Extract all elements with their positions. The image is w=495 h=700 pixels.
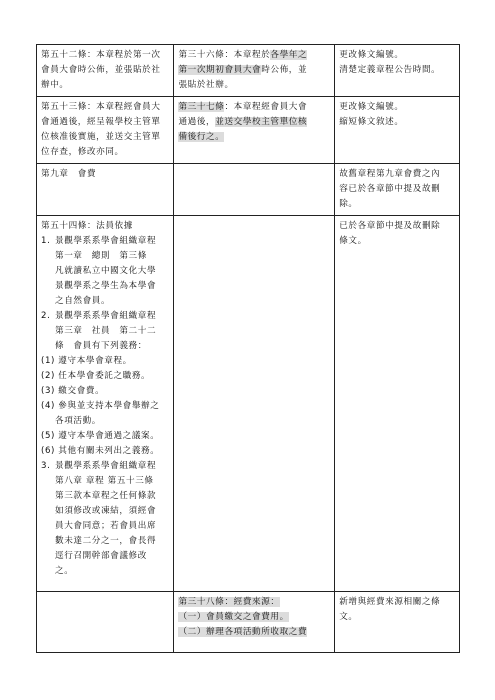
cell-text-line: 會通過後，經呈報學校主管單 [41, 117, 161, 127]
cell-text-line: 位核准後實施，並送交主管單 [41, 132, 161, 142]
sub-item: (3) 繳交會費。 [41, 386, 105, 396]
highlighted-text: 並送交學校主管單位核 [215, 117, 308, 127]
article-title: 第五十四條：法員依據 [41, 221, 133, 231]
item-text: 逕行召開幹部會議修改 [55, 551, 147, 561]
chapter-heading: 第九章 會費 [41, 169, 97, 179]
explanation-cell [335, 45, 460, 97]
explanation-cell [335, 164, 460, 216]
highlighted-text: 備後行之。 [178, 132, 225, 142]
table-row [37, 592, 460, 653]
cell-text-line: 張貼於社辦。 [178, 80, 234, 90]
item-text: 第三章 社員 第二十二 [55, 326, 157, 336]
cell-text-line: 會員大會時公佈，並張貼於社 [41, 65, 161, 75]
highlighted-text: （二）辦理各項活動所收取之費 [178, 627, 308, 637]
item-text: 數未達二分之一，會長得 [55, 536, 157, 546]
old-article-cell [37, 216, 174, 592]
item-text: 之。 [55, 566, 74, 576]
highlighted-text: 第一次期初會員大會 [178, 65, 262, 75]
cell-text-line: 第五十二條：本章程於第一次 [41, 50, 161, 60]
cell-text-line: 條文。 [339, 236, 367, 246]
cell-text-line: 辦中。 [41, 80, 69, 90]
sub-item: (4) 參與並支持本學會舉辦之 [41, 401, 160, 411]
sub-item: (2) 任本學會委託之職務。 [41, 371, 151, 381]
cell-text-line: 容已於各章節中提及故刪 [339, 184, 441, 194]
old-article-cell [37, 164, 174, 216]
new-article-cell [174, 592, 335, 653]
sub-item: (1) 遵守本學會章程。 [41, 356, 132, 366]
item-text: 凡就讀私立中國文化大學 [55, 266, 157, 276]
item-number: 3. [41, 461, 51, 471]
new-article-cell [174, 216, 335, 592]
cell-text-line: 文。 [339, 612, 358, 622]
cell-text-line [178, 48, 330, 63]
numbered-item [41, 309, 169, 324]
cell-text-line: 新增與經費來源相關之條 [339, 597, 441, 607]
sub-item: 各項活動。 [55, 416, 101, 426]
highlighted-text: （一）會員繳交之會費用。 [178, 612, 289, 622]
cell-text-line: 已於各章節中提及故刪除 [339, 221, 441, 231]
item-text: 員大會同意；若會員出席 [55, 521, 157, 531]
table-row [37, 216, 460, 592]
explanation-cell [335, 216, 460, 592]
old-article-cell [37, 592, 174, 653]
highlighted-text: 各學年之 [270, 50, 308, 60]
item-text: 條 會員有下列義務： [55, 341, 147, 351]
old-article-cell [37, 45, 174, 97]
item-text: 景觀學系之學生為本學會 [55, 281, 157, 291]
table-row [37, 45, 460, 97]
cell-text-segment: ：本章程經會員大會 [224, 102, 308, 112]
cell-text-line [178, 610, 330, 625]
explanation-cell [335, 97, 460, 164]
new-article-cell [174, 45, 335, 97]
sub-item: (6) 其他有關未列出之義務。 [41, 446, 160, 456]
numbered-item [41, 459, 169, 474]
cell-text-line: 位存查，修改亦同。 [41, 147, 124, 157]
table-row [37, 97, 460, 164]
cell-text-segment: 第三十六條：本章程於 [178, 50, 271, 60]
highlighted-text: 第三十七條 [178, 102, 225, 112]
item-text: 第一章 總則 第三條 [55, 251, 147, 261]
new-article-cell [174, 97, 335, 164]
item-text: 景觀學系系學會組織章程 [55, 461, 157, 471]
table-row [37, 164, 460, 216]
item-text: 第八章 章程 第五十三條 [55, 476, 154, 486]
cell-text-segment: 時公佈，並 [261, 65, 308, 75]
sub-item: (5) 遵守本學會通過之議案。 [41, 431, 160, 441]
cell-text-line [178, 115, 330, 130]
item-number: 2. [41, 311, 51, 321]
comparison-table [36, 44, 460, 653]
cell-text-line [178, 595, 330, 610]
cell-text-line: 更改條文編號。 [339, 50, 404, 60]
old-article-cell [37, 97, 174, 164]
explanation-cell [335, 592, 460, 653]
item-text: 之自然會員。 [55, 296, 111, 306]
cell-text-line: 清楚定義章程公告時間。 [339, 65, 441, 75]
new-article-cell [174, 164, 335, 216]
highlighted-text: 第三十八條：經費來源： [178, 597, 280, 607]
item-text: 景觀學系系學會組織章程 [55, 311, 157, 321]
cell-text-line [178, 100, 330, 115]
cell-text-line [178, 63, 330, 78]
cell-text-line: 故舊章程第九章會費之內 [339, 169, 441, 179]
item-text: 如須修改或凍結，須經會 [55, 506, 157, 516]
item-text: 景觀學系系學會組織章程 [55, 236, 157, 246]
cell-text-line: 除。 [339, 199, 358, 209]
cell-text-line [178, 625, 330, 640]
cell-text-line: 縮短條文敘述。 [339, 117, 404, 127]
cell-text-line: 第五十三條：本章程經會員大 [41, 102, 161, 112]
cell-text-segment: 通過後， [178, 117, 216, 127]
cell-text-line: 更改條文編號。 [339, 102, 404, 112]
numbered-item [41, 234, 169, 249]
item-number: 1. [41, 236, 51, 246]
item-text: 第三款本章程之任何條款 [55, 491, 157, 501]
cell-text-line [178, 130, 330, 145]
